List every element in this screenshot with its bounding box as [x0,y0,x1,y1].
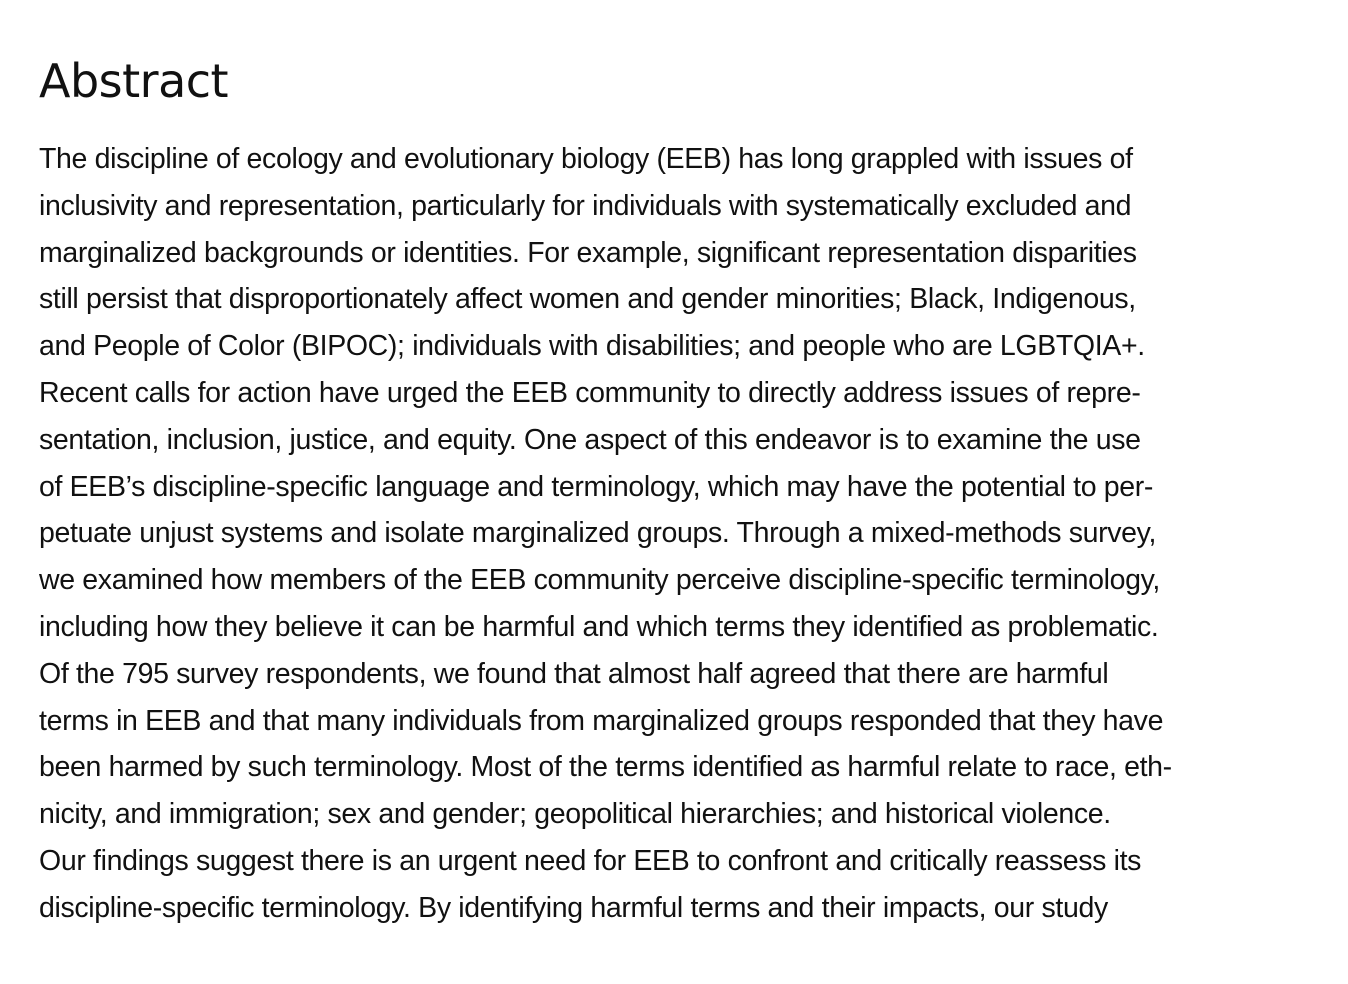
abstract-line: nicity, and immigration; sex and gender; geopolitical hierarchies; and historical violence. [39,798,1111,831]
abstract-line: of EEB’s discipline-specific language and terminology, which may have the potential to per- [39,470,1154,503]
abstract-line: Recent calls for action have urged the EEB community to directly address issues of repre- [39,376,1141,409]
abstract-line: discipline-specific terminology. By identifying harmful terms and their impacts, our study [39,891,1108,924]
abstract-line: terms in EEB and that many individuals from marginalized groups responded that they have [39,704,1164,737]
abstract-line: The discipline of ecology and evolutionary biology (EEB) has long grappled with issues of [39,143,1133,175]
abstract-line: inclusivity and representation, particularly for individuals with systematically excluded and [39,189,1132,222]
abstract-line: marginalized backgrounds or identities. For example, significant representation disparities [39,236,1137,269]
abstract-line: including how they believe it can be harmful and which terms they identified as problematic. [39,610,1159,643]
abstract-line: and People of Color (BIPOC); individuals with disabilities; and people who are LGBTQIA+. [39,330,1145,363]
abstract-heading: Abstract [39,54,229,108]
abstract-body [39,136,1309,932]
abstract-line: been harmed by such terminology. Most of the terms identified as harmful relate to race, eth- [39,751,1172,784]
abstract-line: Of the 795 survey respondents, we found that almost half agreed that there are harmful [39,657,1109,690]
abstract-line: still persist that disproportionately affect women and gender minorities; Black, Indigenous, [39,283,1136,316]
abstract-line: petuate unjust systems and isolate marginalized groups. Through a mixed-methods survey, [39,517,1157,550]
abstract-line: we examined how members of the EEB community perceive discipline-specific terminology, [39,564,1160,597]
abstract-line: Our findings suggest there is an urgent need for EEB to confront and critically reassess its [39,844,1142,877]
abstract-line: sentation, inclusion, justice, and equity. One aspect of this endeavor is to examine the use [39,423,1141,456]
